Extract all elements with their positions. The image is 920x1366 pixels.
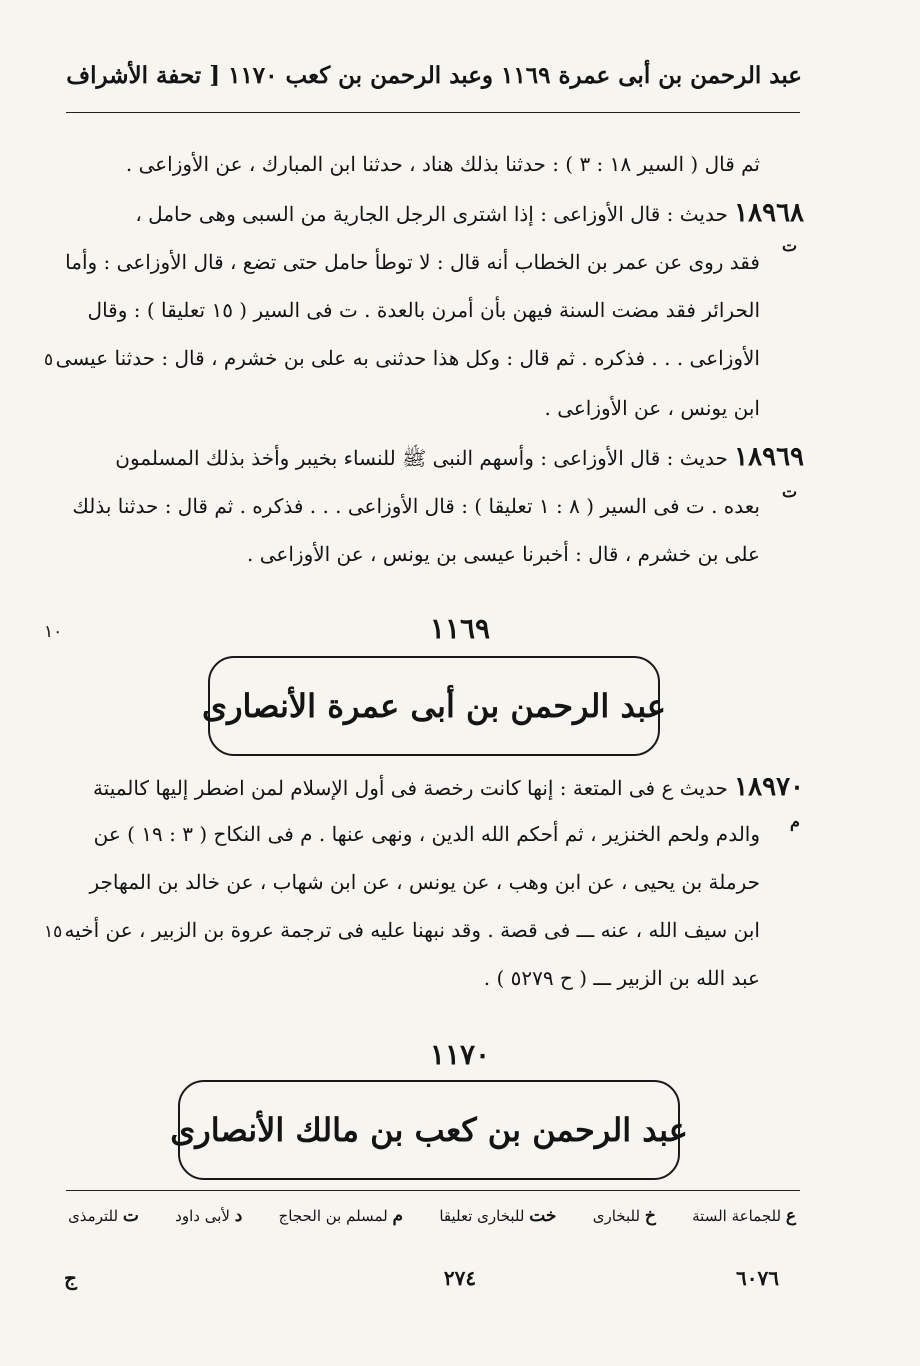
margin-line-number: ١٠ xyxy=(44,622,63,642)
hadith-text: حديث : قال الأوزاعى : وأسهم النبى ﷺ للنساء بخيبر وأخذ بذلك المسلمون xyxy=(115,446,728,470)
legend-item: خت للبخارى تعليقا xyxy=(439,1206,557,1226)
header-rule xyxy=(66,112,800,113)
section-number: ١١٧٠ xyxy=(429,1038,491,1071)
hadith-18968-line-4: الأوزاعى . . . فذكره . ثم قال : وكل هذا حدثنى به على بن خشرم ، قال : حدثنا عيسى xyxy=(55,346,760,370)
legend-item: ت للترمذى xyxy=(68,1206,139,1226)
legend-item: ع للجماعة الستة xyxy=(692,1206,796,1226)
section-title-box xyxy=(202,656,666,756)
hadith-18968-line-1 xyxy=(135,198,804,228)
footer-rule xyxy=(66,1190,800,1191)
page-number: ٢٧٤ xyxy=(443,1266,477,1290)
section-title: عبد الرحمن بن أبى عمرة الأنصارى xyxy=(202,687,666,725)
hadith-18970-line-4: ابن سيف الله ، عنه ـــ فى قصة . وقد نبهنا عليه فى ترجمة عروة بن الزبير ، عن أخيه xyxy=(64,918,760,942)
volume-mark: ج xyxy=(64,1266,77,1290)
hadith-number: ١٨٩٦٨ xyxy=(734,198,804,228)
intro-line: ثم قال ( السير ١٨ : ٣ ) : حدثنا بذلك هناد ، حدثنا ابن المبارك ، عن الأوزاعى . xyxy=(125,152,760,176)
legend-item: م لمسلم بن الحجاج xyxy=(278,1206,403,1226)
hadith-number: ١٨٩٦٩ xyxy=(734,442,804,472)
hadith-text: حديث ع فى المتعة : إنها كانت رخصة فى أول الإسلام لمن اضطر إليها كالميتة xyxy=(92,776,728,800)
hadith-18969-line-1 xyxy=(115,442,804,475)
hadith-18968-line-2: فقد روى عن عمر بن الخطاب أنه قال : لا توطأ حامل حتى تضع ، قال الأوزاعى : وأما xyxy=(65,250,760,274)
section-title: عبد الرحمن بن كعب بن مالك الأنصارى xyxy=(170,1111,688,1149)
hadith-18969-line-3: على بن خشرم ، قال : أخبرنا عيسى بن يونس ، عن الأوزاعى . xyxy=(247,542,760,566)
source-mark: ت xyxy=(782,482,798,501)
hadith-18968-line-3: الحرائر فقد مضت السنة فيهن بأن أمرن بالعدة . ت فى السير ( ١٥ تعليقا ) : وقال xyxy=(87,298,760,322)
margin-line-number: ٥ xyxy=(44,350,54,370)
serial-number: ٦٠٧٦ xyxy=(736,1266,779,1290)
abbreviation-legend xyxy=(68,1206,796,1226)
source-mark: ت xyxy=(782,236,798,255)
hadith-18969-line-2: بعده . ت فى السير ( ٨ : ١ تعليقا ) : قال الأوزاعى . . . فذكره . ثم قال : حدثنا بذلك xyxy=(72,494,760,518)
hadith-18970-line-2: والدم ولحم الخنزير ، ثم أحكم الله الدين ، ونهى عنها . م فى النكاح ( ٣ : ١٩ ) عن xyxy=(93,822,760,846)
section-title-box xyxy=(170,1080,688,1180)
hadith-18970-line-3: حرملة بن يحيى ، عن ابن وهب ، عن يونس ، عن ابن شهاب ، عن خالد بن المهاجر xyxy=(89,870,760,894)
source-mark: م xyxy=(790,812,800,831)
legend-item: د لأبى داود xyxy=(175,1206,243,1226)
section-number: ١١٦٩ xyxy=(429,612,491,645)
hadith-number: ١٨٩٧٠ xyxy=(734,772,804,802)
hadith-18968-line-5: ابن يونس ، عن الأوزاعى . xyxy=(544,396,760,420)
hadith-18970-line-1 xyxy=(93,772,804,802)
margin-line-number: ١٥ xyxy=(44,922,63,942)
hadith-text: حديث : قال الأوزاعى : إذا اشترى الرجل الجارية من السبى وهى حامل ، xyxy=(135,202,728,226)
legend-item: خ للبخارى xyxy=(592,1206,656,1226)
running-header: عبد الرحمن بن أبى عمرة ١١٦٩ وعبد الرحمن بن كعب ١١٧٠ [ تحفة الأشراف xyxy=(66,62,802,89)
hadith-18970-line-5: عبد الله بن الزبير ـــ ( ح ٥٢٧٩ ) . xyxy=(483,966,760,990)
